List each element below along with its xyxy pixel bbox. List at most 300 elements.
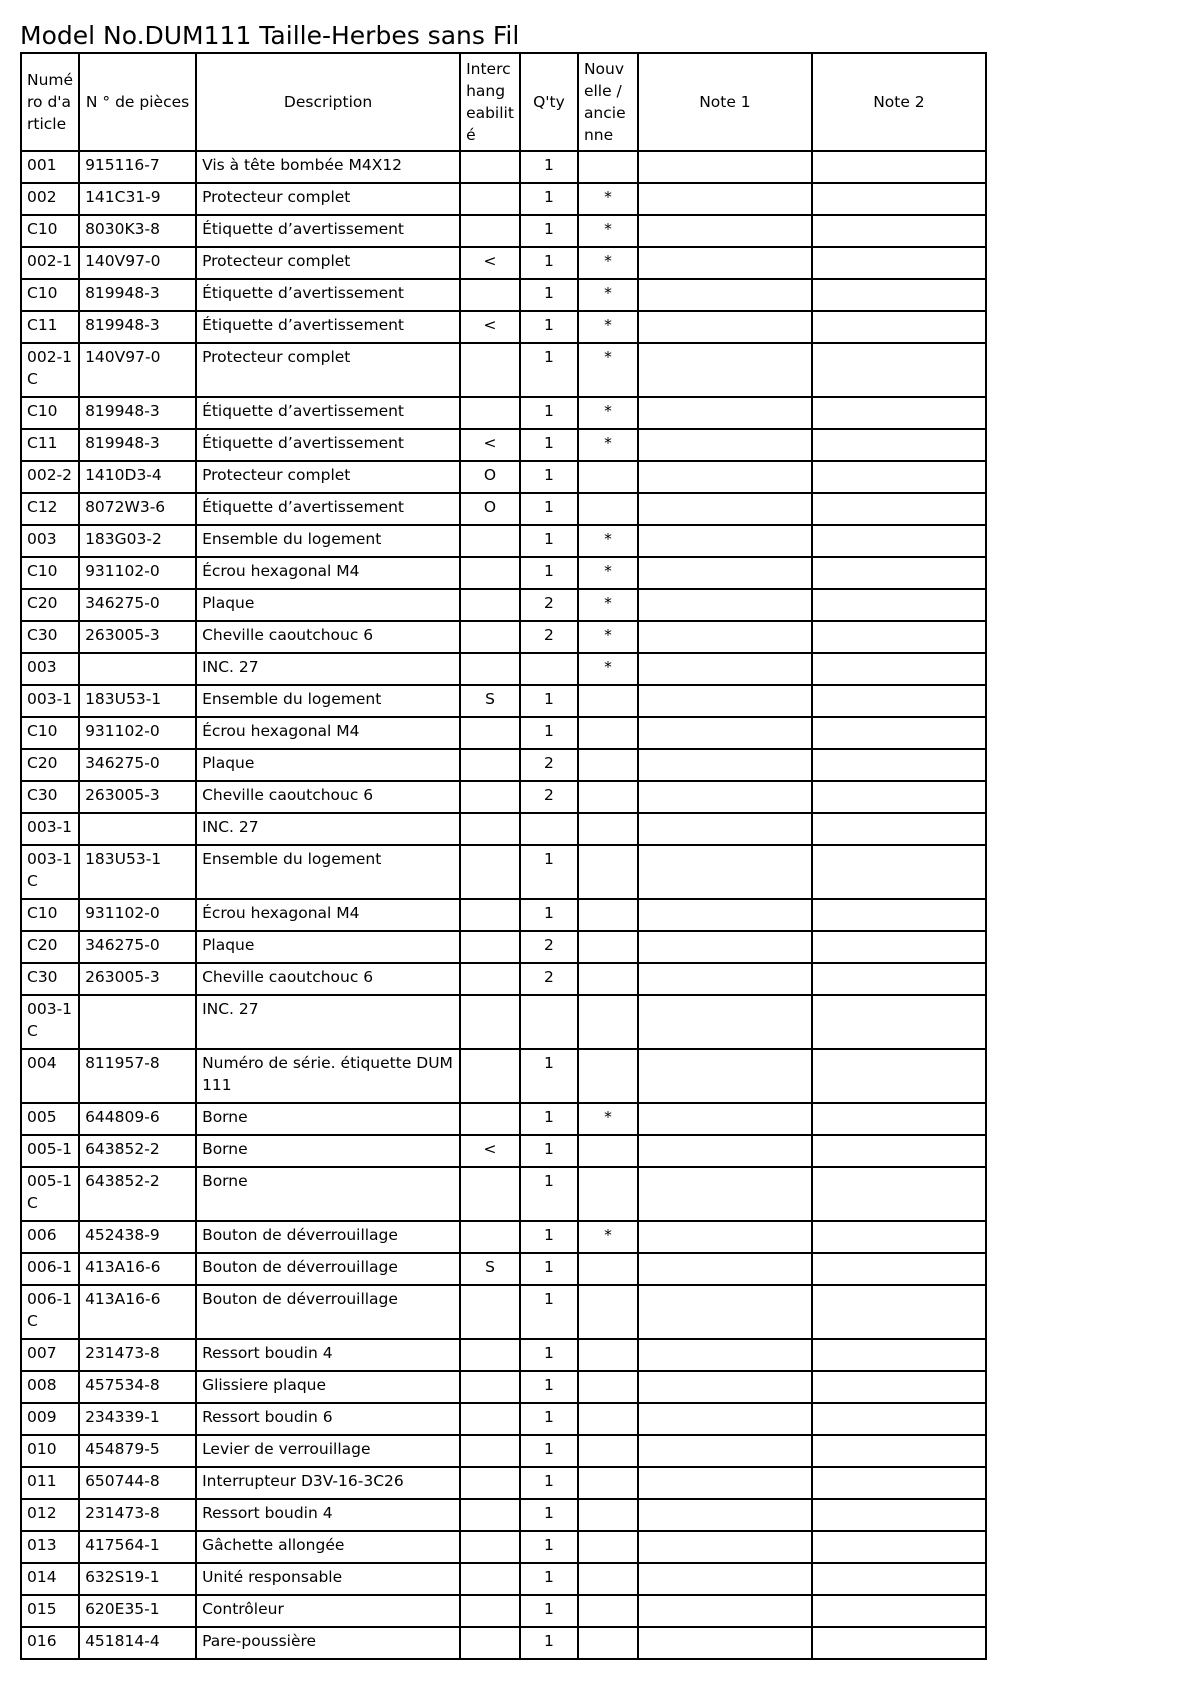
item-no-cell: 004	[21, 1049, 79, 1103]
part-no-cell: 931102-0	[79, 557, 196, 589]
item-no-cell: 005-1	[21, 1135, 79, 1167]
new-old-cell	[578, 1531, 638, 1563]
interchangeability-cell	[460, 1563, 520, 1595]
header-part-no: N ° de pièces	[79, 53, 196, 151]
part-no-cell: 231473-8	[79, 1339, 196, 1371]
item-no-cell: 003	[21, 525, 79, 557]
note-1-cell	[638, 1435, 812, 1467]
table-row	[21, 845, 986, 899]
note-2-cell	[812, 931, 986, 963]
part-no-cell: 413A16-6	[79, 1253, 196, 1285]
item-no-cell: C30	[21, 621, 79, 653]
qty-cell: 1	[520, 1467, 578, 1499]
new-old-cell	[578, 1595, 638, 1627]
table-row	[21, 311, 986, 343]
table-row	[21, 461, 986, 493]
new-old-cell	[578, 1563, 638, 1595]
item-no-cell: 016	[21, 1627, 79, 1659]
qty-cell: 1	[520, 557, 578, 589]
description-cell: Étiquette d’avertissement	[196, 493, 460, 525]
part-no-cell: 183U53-1	[79, 845, 196, 899]
interchangeability-cell: O	[460, 493, 520, 525]
note-2-cell	[812, 749, 986, 781]
new-old-cell	[578, 493, 638, 525]
part-no-cell: 643852-2	[79, 1135, 196, 1167]
item-no-cell: 001	[21, 151, 79, 183]
part-no-cell: 231473-8	[79, 1499, 196, 1531]
note-2-cell	[812, 151, 986, 183]
new-old-cell	[578, 899, 638, 931]
interchangeability-cell	[460, 343, 520, 397]
description-cell: Bouton de déverrouillage	[196, 1285, 460, 1339]
table-row	[21, 1253, 986, 1285]
table-row	[21, 899, 986, 931]
new-old-cell: *	[578, 397, 638, 429]
note-1-cell	[638, 461, 812, 493]
qty-cell: 1	[520, 1403, 578, 1435]
table-row	[21, 963, 986, 995]
note-1-cell	[638, 493, 812, 525]
description-cell: Étiquette d’avertissement	[196, 215, 460, 247]
part-no-cell: 457534-8	[79, 1371, 196, 1403]
item-no-cell: 006-1	[21, 1253, 79, 1285]
note-2-cell	[812, 1627, 986, 1659]
table-row	[21, 813, 986, 845]
new-old-cell	[578, 749, 638, 781]
table-row	[21, 931, 986, 963]
part-no-cell	[79, 995, 196, 1049]
new-old-cell	[578, 963, 638, 995]
note-1-cell	[638, 1049, 812, 1103]
note-2-cell	[812, 1595, 986, 1627]
new-old-cell	[578, 1371, 638, 1403]
part-no-cell: 819948-3	[79, 429, 196, 461]
description-cell: Gâchette allongée	[196, 1531, 460, 1563]
note-2-cell	[812, 215, 986, 247]
description-cell: Cheville caoutchouc 6	[196, 781, 460, 813]
note-2-cell	[812, 1167, 986, 1221]
new-old-cell: *	[578, 525, 638, 557]
table-row	[21, 525, 986, 557]
item-no-cell: 013	[21, 1531, 79, 1563]
description-cell: Plaque	[196, 749, 460, 781]
note-1-cell	[638, 1467, 812, 1499]
part-no-cell: 140V97-0	[79, 247, 196, 279]
part-no-cell: 141C31-9	[79, 183, 196, 215]
interchangeability-cell	[460, 1595, 520, 1627]
item-no-cell: 003-1	[21, 813, 79, 845]
qty-cell: 1	[520, 151, 578, 183]
qty-cell: 1	[520, 461, 578, 493]
note-1-cell	[638, 311, 812, 343]
note-1-cell	[638, 1563, 812, 1595]
new-old-cell	[578, 1627, 638, 1659]
qty-cell: 1	[520, 1499, 578, 1531]
part-no-cell	[79, 813, 196, 845]
header-qty: Q'ty	[520, 53, 578, 151]
description-cell: Levier de verrouillage	[196, 1435, 460, 1467]
description-cell: Protecteur complet	[196, 461, 460, 493]
table-row	[21, 995, 986, 1049]
part-no-cell: 346275-0	[79, 589, 196, 621]
qty-cell: 2	[520, 963, 578, 995]
item-no-cell: C30	[21, 963, 79, 995]
new-old-cell	[578, 813, 638, 845]
note-1-cell	[638, 397, 812, 429]
interchangeability-cell	[460, 1167, 520, 1221]
qty-cell: 1	[520, 1563, 578, 1595]
note-1-cell	[638, 1403, 812, 1435]
note-1-cell	[638, 1595, 812, 1627]
interchangeability-cell	[460, 781, 520, 813]
qty-cell: 1	[520, 1339, 578, 1371]
interchangeability-cell	[460, 1467, 520, 1499]
qty-cell: 1	[520, 717, 578, 749]
item-no-cell: C11	[21, 311, 79, 343]
note-2-cell	[812, 781, 986, 813]
item-no-cell: 010	[21, 1435, 79, 1467]
new-old-cell	[578, 685, 638, 717]
part-no-cell: 346275-0	[79, 749, 196, 781]
part-no-cell: 650744-8	[79, 1467, 196, 1499]
qty-cell	[520, 813, 578, 845]
item-no-cell: 006	[21, 1221, 79, 1253]
table-row	[21, 151, 986, 183]
item-no-cell: C20	[21, 931, 79, 963]
qty-cell	[520, 653, 578, 685]
description-cell: Ressort boudin 6	[196, 1403, 460, 1435]
description-cell: Protecteur complet	[196, 247, 460, 279]
description-cell: Ensemble du logement	[196, 685, 460, 717]
description-cell: Ressort boudin 4	[196, 1339, 460, 1371]
interchangeability-cell	[460, 1531, 520, 1563]
qty-cell: 1	[520, 311, 578, 343]
interchangeability-cell	[460, 589, 520, 621]
description-cell: Cheville caoutchouc 6	[196, 621, 460, 653]
part-no-cell: 931102-0	[79, 717, 196, 749]
table-row	[21, 557, 986, 589]
interchangeability-cell	[460, 557, 520, 589]
part-no-cell	[79, 653, 196, 685]
note-1-cell	[638, 781, 812, 813]
new-old-cell	[578, 931, 638, 963]
table-row	[21, 1135, 986, 1167]
new-old-cell	[578, 1499, 638, 1531]
qty-cell: 1	[520, 525, 578, 557]
item-no-cell: 014	[21, 1563, 79, 1595]
qty-cell: 1	[520, 215, 578, 247]
note-1-cell	[638, 343, 812, 397]
item-no-cell: C12	[21, 493, 79, 525]
note-1-cell	[638, 813, 812, 845]
interchangeability-cell	[460, 749, 520, 781]
note-2-cell	[812, 621, 986, 653]
new-old-cell	[578, 1049, 638, 1103]
table-row	[21, 653, 986, 685]
qty-cell: 1	[520, 1049, 578, 1103]
header-description: Description	[196, 53, 460, 151]
part-no-cell: 8030K3-8	[79, 215, 196, 247]
note-2-cell	[812, 1253, 986, 1285]
table-row	[21, 589, 986, 621]
table-row	[21, 1563, 986, 1595]
interchangeability-cell	[460, 717, 520, 749]
qty-cell: 2	[520, 749, 578, 781]
note-2-cell	[812, 461, 986, 493]
interchangeability-cell: <	[460, 311, 520, 343]
new-old-cell: *	[578, 215, 638, 247]
table-row	[21, 1221, 986, 1253]
qty-cell: 1	[520, 1135, 578, 1167]
qty-cell: 1	[520, 1285, 578, 1339]
part-no-cell: 183G03-2	[79, 525, 196, 557]
header-note-2: Note 2	[812, 53, 986, 151]
part-no-cell: 915116-7	[79, 151, 196, 183]
new-old-cell: *	[578, 557, 638, 589]
table-row	[21, 429, 986, 461]
note-2-cell	[812, 717, 986, 749]
part-no-cell: 819948-3	[79, 311, 196, 343]
interchangeability-cell	[460, 1103, 520, 1135]
note-1-cell	[638, 1221, 812, 1253]
item-no-cell: 015	[21, 1595, 79, 1627]
note-1-cell	[638, 749, 812, 781]
new-old-cell: *	[578, 589, 638, 621]
table-row	[21, 1499, 986, 1531]
table-row	[21, 1049, 986, 1103]
new-old-cell	[578, 781, 638, 813]
interchangeability-cell	[460, 845, 520, 899]
part-no-cell: 451814-4	[79, 1627, 196, 1659]
note-2-cell	[812, 1499, 986, 1531]
part-no-cell: 140V97-0	[79, 343, 196, 397]
note-2-cell	[812, 685, 986, 717]
note-1-cell	[638, 621, 812, 653]
item-no-cell: C10	[21, 215, 79, 247]
interchangeability-cell	[460, 215, 520, 247]
new-old-cell	[578, 1467, 638, 1499]
qty-cell: 1	[520, 1221, 578, 1253]
table-row	[21, 1285, 986, 1339]
note-1-cell	[638, 1499, 812, 1531]
item-no-cell: 008	[21, 1371, 79, 1403]
item-no-cell: 005	[21, 1103, 79, 1135]
header-item-no: Numé ro d'a rticle	[21, 53, 79, 151]
new-old-cell: *	[578, 653, 638, 685]
note-2-cell	[812, 1531, 986, 1563]
note-2-cell	[812, 589, 986, 621]
qty-cell: 1	[520, 685, 578, 717]
description-cell: Écrou hexagonal M4	[196, 717, 460, 749]
note-2-cell	[812, 1467, 986, 1499]
qty-cell: 2	[520, 781, 578, 813]
interchangeability-cell	[460, 813, 520, 845]
item-no-cell: C20	[21, 589, 79, 621]
part-no-cell: 1410D3-4	[79, 461, 196, 493]
interchangeability-cell	[460, 1627, 520, 1659]
note-2-cell	[812, 1135, 986, 1167]
note-1-cell	[638, 1285, 812, 1339]
description-cell: Étiquette d’avertissement	[196, 279, 460, 311]
interchangeability-cell	[460, 1403, 520, 1435]
part-no-cell: 620E35-1	[79, 1595, 196, 1627]
item-no-cell: 012	[21, 1499, 79, 1531]
note-2-cell	[812, 963, 986, 995]
qty-cell: 1	[520, 845, 578, 899]
qty-cell: 1	[520, 183, 578, 215]
note-2-cell	[812, 493, 986, 525]
note-2-cell	[812, 397, 986, 429]
description-cell: Ensemble du logement	[196, 845, 460, 899]
description-cell: Protecteur complet	[196, 183, 460, 215]
table-row	[21, 717, 986, 749]
part-no-cell: 263005-3	[79, 963, 196, 995]
header-interchangeability: Interc hang eabilit é	[460, 53, 520, 151]
interchangeability-cell	[460, 397, 520, 429]
table-row	[21, 493, 986, 525]
table-row	[21, 1403, 986, 1435]
note-2-cell	[812, 1435, 986, 1467]
part-no-cell: 811957-8	[79, 1049, 196, 1103]
description-cell: Ensemble du logement	[196, 525, 460, 557]
new-old-cell	[578, 1403, 638, 1435]
note-2-cell	[812, 1563, 986, 1595]
table-row	[21, 1167, 986, 1221]
note-1-cell	[638, 1371, 812, 1403]
part-no-cell: 452438-9	[79, 1221, 196, 1253]
item-no-cell: 002	[21, 183, 79, 215]
note-1-cell	[638, 963, 812, 995]
item-no-cell: 003-1 C	[21, 845, 79, 899]
qty-cell: 1	[520, 1595, 578, 1627]
note-1-cell	[638, 183, 812, 215]
note-1-cell	[638, 1531, 812, 1563]
new-old-cell	[578, 1253, 638, 1285]
description-cell: Plaque	[196, 589, 460, 621]
qty-cell: 1	[520, 343, 578, 397]
header-note-1: Note 1	[638, 53, 812, 151]
part-no-cell: 417564-1	[79, 1531, 196, 1563]
item-no-cell: C10	[21, 279, 79, 311]
part-no-cell: 413A16-6	[79, 1285, 196, 1339]
note-2-cell	[812, 311, 986, 343]
interchangeability-cell: S	[460, 1253, 520, 1285]
note-2-cell	[812, 1103, 986, 1135]
new-old-cell: *	[578, 429, 638, 461]
qty-cell: 1	[520, 247, 578, 279]
item-no-cell: C10	[21, 397, 79, 429]
qty-cell: 1	[520, 1627, 578, 1659]
interchangeability-cell	[460, 963, 520, 995]
table-row	[21, 1595, 986, 1627]
item-no-cell: 011	[21, 1467, 79, 1499]
interchangeability-cell: <	[460, 429, 520, 461]
description-cell: Numéro de série. étiquette DUM 111	[196, 1049, 460, 1103]
table-row	[21, 621, 986, 653]
note-2-cell	[812, 247, 986, 279]
note-1-cell	[638, 525, 812, 557]
item-no-cell: 002-2	[21, 461, 79, 493]
interchangeability-cell	[460, 1435, 520, 1467]
interchangeability-cell	[460, 1049, 520, 1103]
new-old-cell	[578, 1135, 638, 1167]
new-old-cell: *	[578, 183, 638, 215]
item-no-cell: C10	[21, 557, 79, 589]
description-cell: Vis à tête bombée M4X12	[196, 151, 460, 183]
note-1-cell	[638, 247, 812, 279]
interchangeability-cell	[460, 1339, 520, 1371]
description-cell: Borne	[196, 1135, 460, 1167]
description-cell: Cheville caoutchouc 6	[196, 963, 460, 995]
qty-cell: 1	[520, 1531, 578, 1563]
new-old-cell: *	[578, 1103, 638, 1135]
table-row	[21, 1435, 986, 1467]
part-no-cell: 263005-3	[79, 621, 196, 653]
description-cell: Interrupteur D3V-16-3C26	[196, 1467, 460, 1499]
interchangeability-cell	[460, 995, 520, 1049]
description-cell: Bouton de déverrouillage	[196, 1221, 460, 1253]
note-1-cell	[638, 1627, 812, 1659]
note-1-cell	[638, 215, 812, 247]
part-no-cell: 8072W3-6	[79, 493, 196, 525]
description-cell: Écrou hexagonal M4	[196, 557, 460, 589]
interchangeability-cell	[460, 525, 520, 557]
item-no-cell: 007	[21, 1339, 79, 1371]
part-no-cell: 346275-0	[79, 931, 196, 963]
table-row	[21, 215, 986, 247]
qty-cell: 1	[520, 1167, 578, 1221]
interchangeability-cell	[460, 1285, 520, 1339]
table-row	[21, 1467, 986, 1499]
part-no-cell: 263005-3	[79, 781, 196, 813]
note-1-cell	[638, 1135, 812, 1167]
item-no-cell: 003	[21, 653, 79, 685]
qty-cell: 2	[520, 621, 578, 653]
note-1-cell	[638, 717, 812, 749]
note-2-cell	[812, 653, 986, 685]
qty-cell: 1	[520, 899, 578, 931]
table-row	[21, 397, 986, 429]
part-no-cell: 454879-5	[79, 1435, 196, 1467]
table-row	[21, 1627, 986, 1659]
table-row	[21, 685, 986, 717]
description-cell: Contrôleur	[196, 1595, 460, 1627]
part-no-cell: 183U53-1	[79, 685, 196, 717]
interchangeability-cell	[460, 1499, 520, 1531]
note-2-cell	[812, 995, 986, 1049]
item-no-cell: C30	[21, 781, 79, 813]
description-cell: Étiquette d’avertissement	[196, 429, 460, 461]
note-1-cell	[638, 1253, 812, 1285]
description-cell: Plaque	[196, 931, 460, 963]
interchangeability-cell	[460, 621, 520, 653]
table-row	[21, 183, 986, 215]
description-cell: Glissiere plaque	[196, 1371, 460, 1403]
item-no-cell: C10	[21, 717, 79, 749]
description-cell: INC. 27	[196, 813, 460, 845]
header-new-old: Nouv elle / ancie nne	[578, 53, 638, 151]
description-cell: Borne	[196, 1103, 460, 1135]
note-1-cell	[638, 279, 812, 311]
qty-cell: 1	[520, 1371, 578, 1403]
description-cell: Protecteur complet	[196, 343, 460, 397]
description-cell: Étiquette d’avertissement	[196, 397, 460, 429]
description-cell: Étiquette d’avertissement	[196, 311, 460, 343]
qty-cell: 1	[520, 1103, 578, 1135]
item-no-cell: 003-1 C	[21, 995, 79, 1049]
interchangeability-cell: S	[460, 685, 520, 717]
qty-cell: 1	[520, 1435, 578, 1467]
